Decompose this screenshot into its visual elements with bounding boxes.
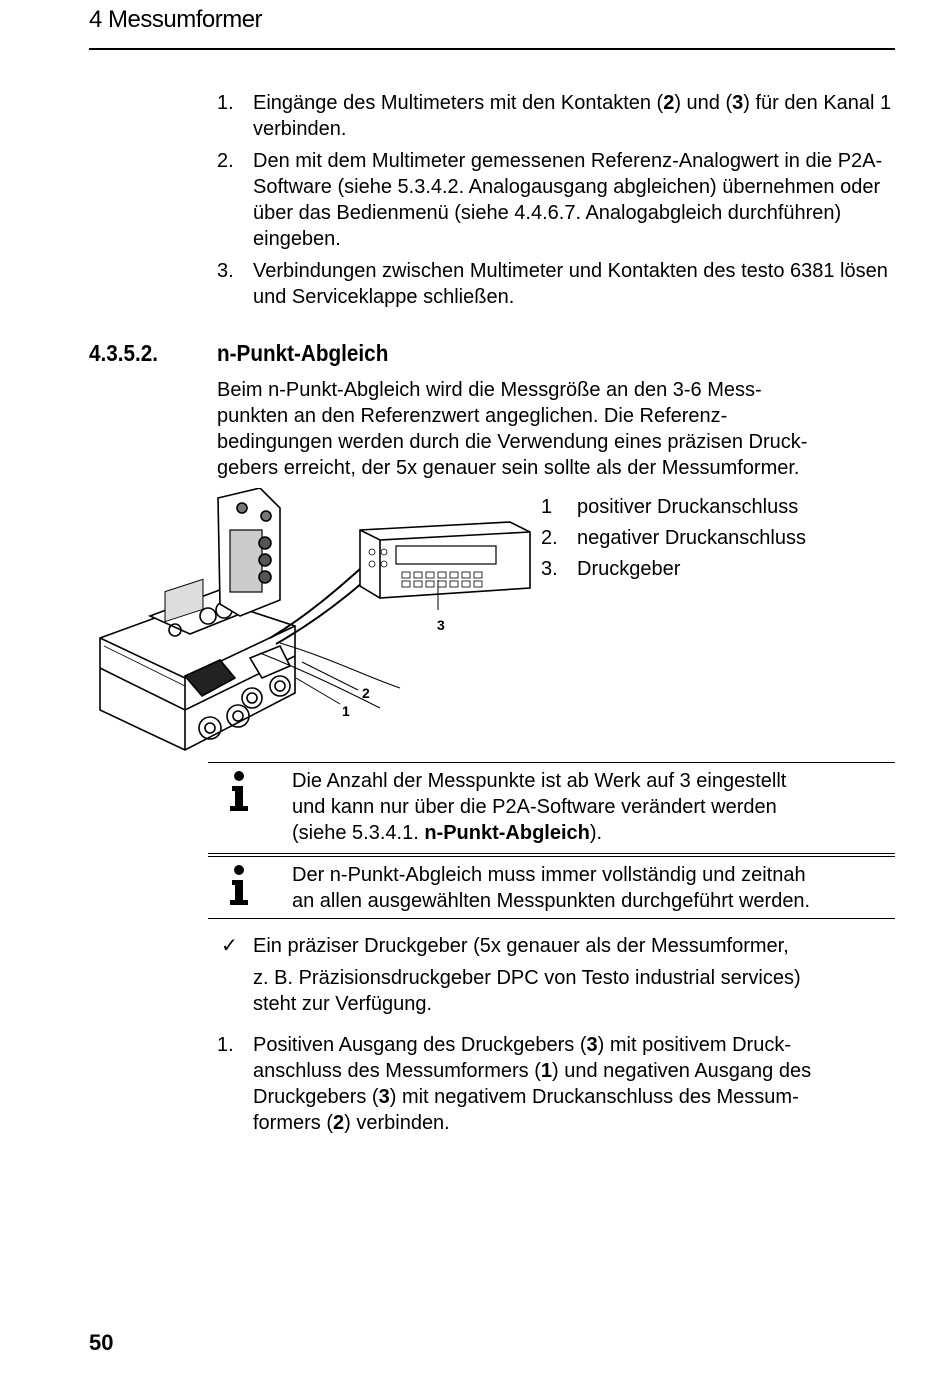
intro-line: gebers erreicht, der 5x genauer sein sollte als der Messumformer.: [217, 457, 800, 479]
note-1-text: [292, 768, 892, 846]
text-run: ) verbinden.: [344, 1112, 450, 1134]
intro-line: punkten an den Referenzwert angeglichen. Die Referenz-: [217, 405, 728, 427]
step-line: [253, 1032, 907, 1058]
intro-paragraph: [217, 377, 907, 481]
device-figure: [90, 488, 545, 760]
text-run: Den mit dem Multimeter gemessenen Referenz-Analogwert in die P2A-Software (siehe 5.3.4.2. Analogausgang abgleichen) übernehmen oder über das Bedienmenü (siehe 4.4.6.7. Analogabgleich durchführen) eingeben.: [253, 150, 883, 250]
legend-item: [541, 523, 806, 554]
service-lid: [218, 488, 280, 616]
legend-number: 1: [541, 496, 553, 518]
step-text: [253, 260, 888, 308]
intro-line: bedingungen werden durch die Verwendung eines präzisen Druck-: [217, 431, 808, 453]
text-run: n-Punkt-Abgleich: [424, 822, 590, 844]
step-line: [253, 1084, 907, 1110]
text-run: 3: [378, 1086, 390, 1108]
note-line: [292, 794, 892, 820]
text-run: 3: [586, 1034, 598, 1056]
prerequisite-line: steht zur Verfügung.: [253, 993, 433, 1015]
text-run: (siehe 5.3.4.1.: [292, 822, 425, 844]
running-header: 4 Messumformer: [89, 6, 263, 33]
note-2-text: [292, 862, 892, 914]
text-run: 2: [333, 1112, 345, 1134]
text-run: Verbindungen zwischen Multimeter und Kontakten des testo 6381 lösen und Serviceklappe schließen.: [253, 260, 888, 308]
step-number: 1.: [217, 92, 234, 114]
text-run: 3: [732, 92, 744, 114]
info-note-2: [208, 856, 895, 920]
text-run: an allen ausgewählten Messpunkten durchgeführt werden.: [292, 890, 811, 912]
prerequisite-line: z. B. Präzisionsdruckgeber DPC von Testo industrial services): [253, 967, 801, 989]
check-icon: ✓: [221, 935, 238, 957]
text-run: ) mit positivem Druck-: [597, 1034, 791, 1056]
note-rule-top: [208, 762, 895, 763]
step-number: 1.: [217, 1034, 234, 1056]
section-title: n-Punkt-Abgleich: [217, 340, 389, 366]
text-run: ) und negativen Ausgang des: [552, 1060, 812, 1082]
step-item: [217, 1032, 907, 1136]
step-line: [253, 1110, 907, 1136]
note-line: [292, 768, 892, 794]
text-run: Positiven Ausgang des Druckgebers (: [253, 1034, 587, 1056]
note-rule-mid: [208, 853, 895, 854]
text-run: ) für den Kanal 1 verbinden.: [253, 92, 892, 140]
step-line: [253, 1058, 907, 1084]
text-run: 1: [540, 1060, 552, 1082]
note-line: [292, 888, 892, 914]
info-icon: [228, 770, 250, 812]
step-text: [253, 92, 891, 140]
note-line: [292, 862, 892, 888]
callout-1: 1: [342, 703, 350, 719]
legend-label: negativer Druckanschluss: [577, 527, 806, 549]
top-steps-list: [217, 90, 907, 310]
legend-label: positiver Druckanschluss: [577, 496, 799, 518]
legend-label: Druckgeber: [577, 558, 681, 580]
text-run: 2: [663, 92, 675, 114]
pressure-gauge: [360, 522, 530, 598]
intro-line: Beim n-Punkt-Abgleich wird die Messgröße an den 3-6 Mess-: [217, 379, 762, 401]
text-run: ) und (: [674, 92, 733, 114]
text-run: und kann nur über die P2A-Software verändert werden: [292, 796, 777, 818]
step-number: 3.: [217, 260, 234, 282]
legend-number: 3.: [541, 558, 558, 580]
text-run: formers (: [253, 1112, 333, 1134]
step-number: 2.: [217, 150, 234, 172]
note-line: [292, 820, 892, 846]
header-rule: [89, 48, 895, 50]
figure-legend: [541, 492, 806, 585]
text-run: ).: [589, 822, 603, 844]
info-note-1: [208, 762, 895, 856]
step-item: [217, 258, 907, 310]
prerequisite-text: [217, 933, 907, 1017]
prerequisite: [217, 933, 907, 1017]
text-run: Eingänge des Multimeters mit den Kontakten (: [253, 92, 664, 114]
text-run: Die Anzahl der Messpunkte ist ab Werk auf 3 eingestellt: [292, 770, 787, 792]
bottom-steps-list: [217, 1032, 907, 1136]
callout-3: 3: [437, 617, 445, 633]
text-run: Druckgebers (: [253, 1086, 379, 1108]
section-number: 4.3.5.2.: [89, 340, 159, 366]
prerequisite-line: Ein präziser Druckgeber (5x genauer als der Messumformer,: [253, 935, 789, 957]
step-text: [253, 150, 882, 250]
page-number: 50: [89, 1330, 114, 1355]
text-run: anschluss des Messumformers (: [253, 1060, 541, 1082]
text-run: Der n-Punkt-Abgleich muss immer vollständig und zeitnah: [292, 864, 806, 886]
info-icon: [228, 864, 250, 906]
step-item: [217, 90, 907, 142]
legend-item: [541, 492, 806, 523]
step-item: [217, 148, 907, 252]
callout-2: 2: [362, 685, 370, 701]
legend-number: 2.: [541, 527, 558, 549]
text-run: ) mit negativem Druckanschluss des Messum-: [389, 1086, 799, 1108]
legend-item: [541, 554, 806, 585]
note-rule-bottom: [208, 918, 895, 919]
